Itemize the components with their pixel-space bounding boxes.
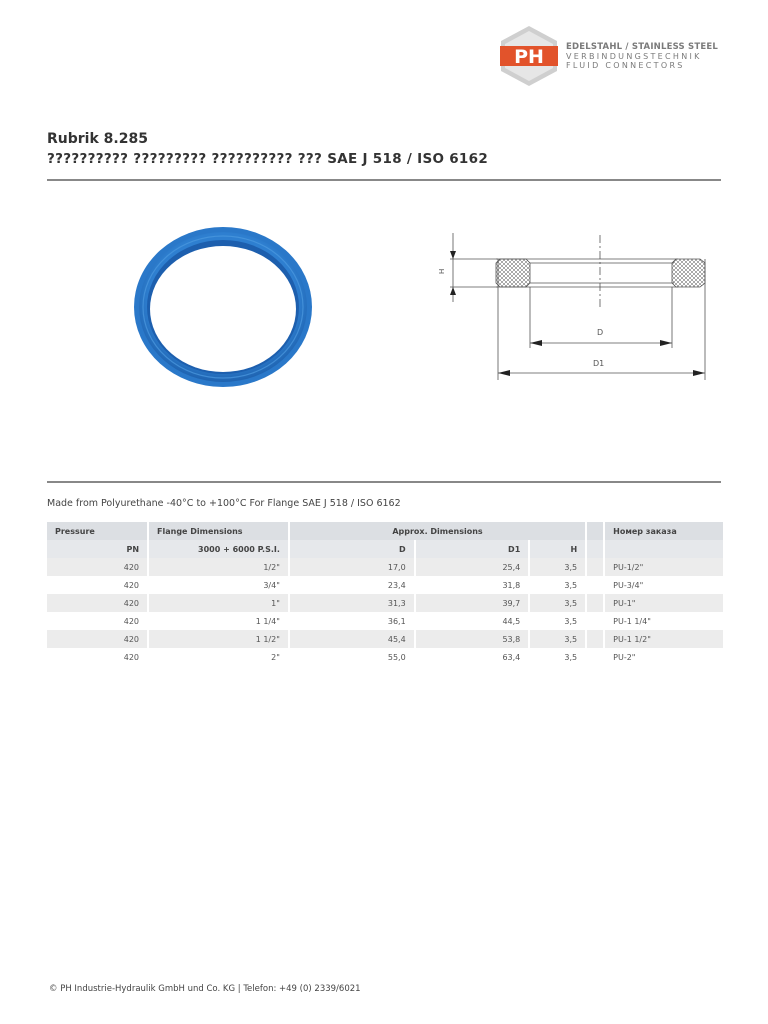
cell-d: 31,3 — [289, 594, 415, 612]
cell-h: 3,5 — [529, 576, 586, 594]
cell-h: 3,5 — [529, 630, 586, 648]
cell-size: 1 1/4" — [148, 612, 289, 630]
header-h: H — [529, 540, 586, 558]
title-block — [47, 130, 488, 168]
divider-top — [47, 179, 721, 181]
cell-pn: 420 — [47, 648, 148, 666]
header-d1: D1 — [415, 540, 530, 558]
cell-d: 23,4 — [289, 576, 415, 594]
cell-size: 1" — [148, 594, 289, 612]
cell-spacer — [586, 594, 604, 612]
cell-spacer — [586, 558, 604, 576]
product-subtitle: ?????????? ????????? ?????????? ??? SAE J 518 / ISO 6162 — [47, 151, 489, 167]
table-row — [47, 630, 723, 648]
header-d: D — [289, 540, 415, 558]
divider-middle — [47, 481, 721, 483]
cell-pn: 420 — [47, 594, 148, 612]
seal-ring-photo — [133, 225, 313, 390]
cell-size: 3/4" — [148, 576, 289, 594]
dimension-label-d1: D1 — [593, 359, 605, 368]
table-row — [47, 576, 723, 594]
table-header-row-top — [47, 522, 723, 540]
cell-pn: 420 — [47, 558, 148, 576]
logo-tagline — [566, 42, 718, 70]
cell-d: 36,1 — [289, 612, 415, 630]
table-row — [47, 594, 723, 612]
cell-d: 55,0 — [289, 648, 415, 666]
cell-d1: 39,7 — [415, 594, 530, 612]
header-psi: 3000 + 6000 P.S.I. — [148, 540, 289, 558]
cell-order: PU-1/2" — [604, 558, 723, 576]
cell-spacer — [586, 576, 604, 594]
header-order-sub — [604, 540, 723, 558]
cell-h: 3,5 — [529, 648, 586, 666]
cell-d: 45,4 — [289, 630, 415, 648]
cell-pn: 420 — [47, 576, 148, 594]
dimension-label-h: H — [438, 268, 446, 274]
cell-size: 1 1/2" — [148, 630, 289, 648]
cell-h: 3,5 — [529, 612, 586, 630]
cell-d1: 25,4 — [415, 558, 530, 576]
cell-spacer — [586, 612, 604, 630]
table-row — [47, 612, 723, 630]
seal-cross-section-drawing — [438, 230, 713, 382]
logo-letters: PH — [514, 46, 544, 68]
header-approx: Approx. Dimensions — [289, 522, 586, 540]
cell-pn: 420 — [47, 612, 148, 630]
header-pn: PN — [47, 540, 148, 558]
cell-size: 2" — [148, 648, 289, 666]
cell-order: PU-3/4" — [604, 576, 723, 594]
cell-size: 1/2" — [148, 558, 289, 576]
hexagon-logo-icon — [498, 24, 560, 88]
table-row — [47, 558, 723, 576]
cell-order: PU-2" — [604, 648, 723, 666]
spec-table — [47, 522, 723, 666]
cell-order: PU-1 1/2" — [604, 630, 723, 648]
header-spacer-2 — [586, 540, 604, 558]
cell-spacer — [586, 648, 604, 666]
company-logo — [498, 24, 728, 88]
dimension-label-d: D — [597, 328, 604, 337]
logo-line-2: VERBINDUNGSTECHNIK — [566, 52, 702, 61]
cell-h: 3,5 — [529, 594, 586, 612]
cell-h: 3,5 — [529, 558, 586, 576]
cell-d1: 53,8 — [415, 630, 530, 648]
table-header-row-sub — [47, 540, 723, 558]
header-pressure: Pressure — [47, 522, 148, 540]
cell-order: PU-1" — [604, 594, 723, 612]
logo-line-1: EDELSTAHL / STAINLESS STEEL — [566, 42, 718, 52]
header-spacer — [586, 522, 604, 540]
cell-pn: 420 — [47, 630, 148, 648]
cell-d1: 31,8 — [415, 576, 530, 594]
cell-spacer — [586, 630, 604, 648]
material-description: Made from Polyurethane -40°C to +100°C For Flange SAE J 518 / ISO 6162 — [47, 498, 401, 509]
cell-d1: 44,5 — [415, 612, 530, 630]
cell-d: 17,0 — [289, 558, 415, 576]
cell-d1: 63,4 — [415, 648, 530, 666]
table-row — [47, 648, 723, 666]
header-order: Номер заказа — [604, 522, 723, 540]
rubric-title: Rubrik 8.285 — [47, 131, 148, 147]
cell-order: PU-1 1/4" — [604, 612, 723, 630]
logo-line-3: FLUID CONNECTORS — [566, 61, 685, 70]
page-footer: © PH Industrie-Hydraulik GmbH und Co. KG | Telefon: +49 (0) 2339/6021 — [49, 984, 361, 994]
header-flange: Flange Dimensions — [148, 522, 289, 540]
